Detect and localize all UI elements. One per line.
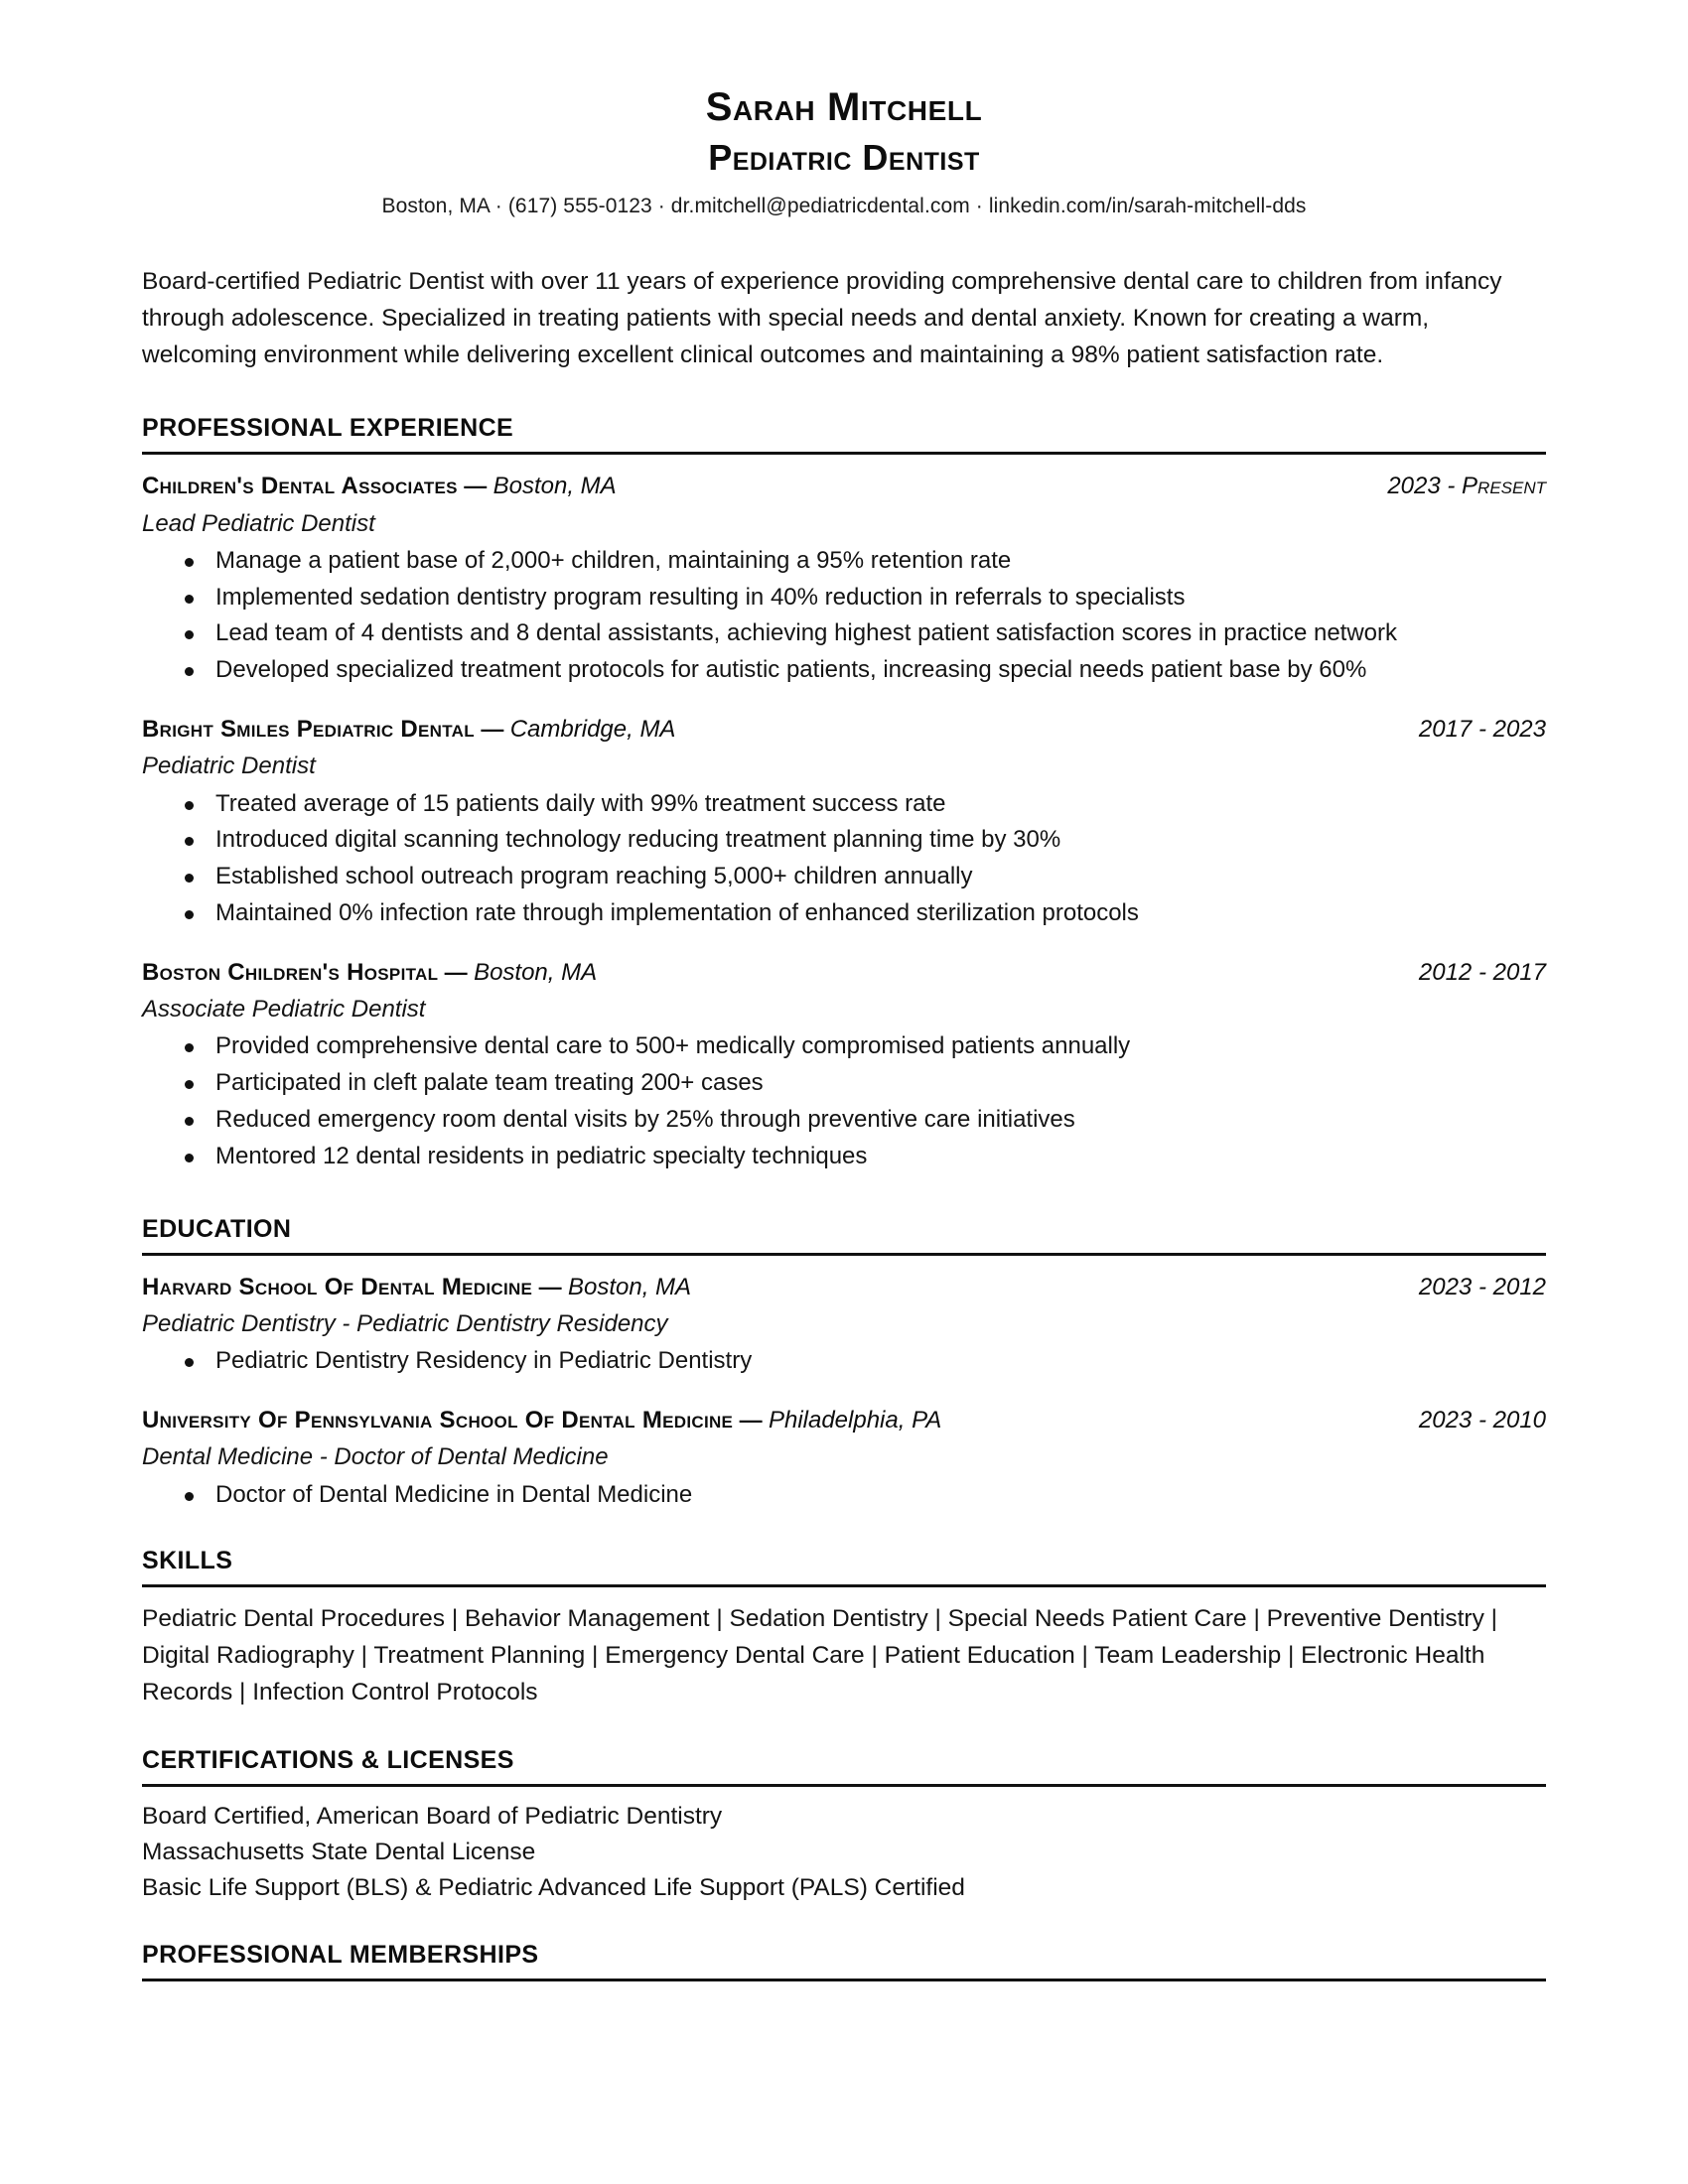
education-dates: 2023 - 2012 <box>1418 1273 1546 1300</box>
contact-line: Boston, MA · (617) 555-0123 · dr.mitchell@pediatricdental.com · linkedin.com/in/sarah-mitchell-dds <box>381 195 1307 218</box>
section-title-memberships: PROFESSIONAL MEMBERSHIPS <box>142 1940 539 1969</box>
employer-name: Bright Smiles Pediatric Dental <box>142 716 475 744</box>
heading-separator: — <box>464 473 488 499</box>
employer-location: Cambridge, MA <box>509 716 676 744</box>
certification-list <box>142 1799 1546 1906</box>
heading-separator: — <box>481 716 504 743</box>
heading-separator: — <box>739 1406 763 1433</box>
experience-entry-heading <box>142 957 1395 988</box>
education-entry-header <box>142 1272 1546 1302</box>
candidate-name: Sarah Mitchell <box>705 85 983 129</box>
list-item: Developed specialized treatment protocols for autistic patients, increasing special needs patient base by 60% <box>142 653 1546 688</box>
degree-line: Dental Medicine - Doctor of Dental Medicine <box>142 1443 609 1471</box>
employer-name: Children's Dental Associates <box>142 473 458 500</box>
list-item: Lead team of 4 dentists and 8 dental assistants, achieving highest patient satisfaction scores in practice network <box>142 616 1546 651</box>
section-rule-experience <box>142 452 1546 455</box>
experience-entry-heading <box>142 471 1363 501</box>
list-item: Mentored 12 dental residents in pediatric specialty techniques <box>142 1140 1546 1174</box>
education-entry <box>142 1405 1546 1512</box>
section-professional-experience <box>142 413 1546 1173</box>
school-location: Boston, MA <box>567 1273 692 1300</box>
list-item: Treated average of 15 patients daily with 99% treatment success rate <box>142 787 1546 822</box>
job-title: Pediatric Dentist <box>142 752 316 780</box>
list-item: Maintained 0% infection rate through implementation of enhanced sterilization protocols <box>142 896 1546 931</box>
list-item: Established school outreach program reaching 5,000+ children annually <box>142 860 1546 894</box>
employment-dates: 2023 - Present <box>1387 473 1546 500</box>
list-item: Doctor of Dental Medicine in Dental Medicine <box>142 1478 1546 1513</box>
experience-entry-heading <box>142 714 1395 745</box>
section-rule-education <box>142 1253 1546 1256</box>
experience-entry <box>142 714 1546 931</box>
experience-entry-header <box>142 957 1546 988</box>
list-item: Massachusetts State Dental License <box>142 1838 536 1865</box>
degree-line: Pediatric Dentistry - Pediatric Dentistry Residency <box>142 1309 668 1337</box>
professional-summary: Board-certified Pediatric Dentist with over 11 years of experience providing comprehensive dental care to children from infancy through adolescence. Specialized in treating patients with special needs and dental anxiety. Known for creating a warm, welcoming environment while delivering excellent clinical outcomes and maintaining a 98% patient satisfaction rate. <box>142 267 1502 369</box>
section-title-certifications: CERTIFICATIONS & LICENSES <box>142 1745 514 1774</box>
heading-separator: — <box>538 1273 562 1299</box>
employment-dates: 2017 - 2023 <box>1418 716 1546 744</box>
list-item: Reduced emergency room dental visits by 25% through preventive care initiatives <box>142 1103 1546 1138</box>
school-name: University Of Pennsylvania School Of Dental Medicine <box>142 1406 734 1433</box>
experience-entry-header <box>142 471 1546 501</box>
skills-text: Pediatric Dental Procedures | Behavior Management | Sedation Dentistry | Special Needs Patient Care | Preventive Dentistry | Digital Radiography | Treatment Planning | Emergency Dental Care | Patient Education | Team Leadership | Electronic Health Records | Infection Control Protocols <box>142 1605 1498 1706</box>
experience-bullet-list <box>142 544 1546 688</box>
candidate-job-title: Pediatric Dentist <box>708 136 980 178</box>
job-title: Associate Pediatric Dentist <box>142 996 426 1024</box>
list-item: Participated in cleft palate team treating 200+ cases <box>142 1066 1546 1101</box>
education-entry-heading <box>142 1272 1395 1302</box>
job-title: Lead Pediatric Dentist <box>142 509 375 537</box>
education-entry-heading <box>142 1405 1395 1435</box>
list-item: Provided comprehensive dental care to 500+ medically compromised patients annually <box>142 1029 1546 1064</box>
experience-bullet-list <box>142 1029 1546 1173</box>
employer-location: Boston, MA <box>492 473 617 500</box>
education-entry <box>142 1272 1546 1379</box>
list-item: Basic Life Support (BLS) & Pediatric Advanced Life Support (PALS) Certified <box>142 1873 965 1901</box>
employer-location: Boston, MA <box>474 958 598 986</box>
section-title-experience: PROFESSIONAL EXPERIENCE <box>142 414 514 443</box>
section-memberships <box>142 1940 1546 1981</box>
list-item: Introduced digital scanning technology reducing treatment planning time by 30% <box>142 823 1546 858</box>
education-entry-header <box>142 1405 1546 1435</box>
section-skills <box>142 1546 1546 1710</box>
list-item: Board Certified, American Board of Pediatric Dentistry <box>142 1802 723 1830</box>
section-title-education: EDUCATION <box>142 1214 292 1243</box>
school-location: Philadelphia, PA <box>768 1406 942 1433</box>
list-item: Implemented sedation dentistry program resulting in 40% reduction in referrals to specialists <box>142 581 1546 615</box>
list-item: Pediatric Dentistry Residency in Pediatric Dentistry <box>142 1344 1546 1379</box>
employment-dates: 2012 - 2017 <box>1418 958 1546 986</box>
education-dates: 2023 - 2010 <box>1418 1406 1546 1433</box>
employer-name: Boston Children's Hospital <box>142 958 439 986</box>
list-item: Manage a patient base of 2,000+ children, maintaining a 95% retention rate <box>142 544 1546 579</box>
section-rule-memberships <box>142 1979 1546 1981</box>
section-rule-certifications <box>142 1784 1546 1787</box>
experience-entry-header <box>142 714 1546 745</box>
education-bullet-list <box>142 1478 1546 1513</box>
section-title-skills: SKILLS <box>142 1547 233 1575</box>
section-education <box>142 1214 1546 1513</box>
resume-header <box>142 0 1546 221</box>
experience-entry <box>142 471 1546 688</box>
section-rule-skills <box>142 1584 1546 1587</box>
heading-separator: — <box>444 958 468 985</box>
school-name: Harvard School Of Dental Medicine <box>142 1273 533 1300</box>
section-certifications <box>142 1745 1546 1906</box>
experience-entry <box>142 957 1546 1174</box>
experience-bullet-list <box>142 787 1546 931</box>
education-bullet-list <box>142 1344 1546 1379</box>
